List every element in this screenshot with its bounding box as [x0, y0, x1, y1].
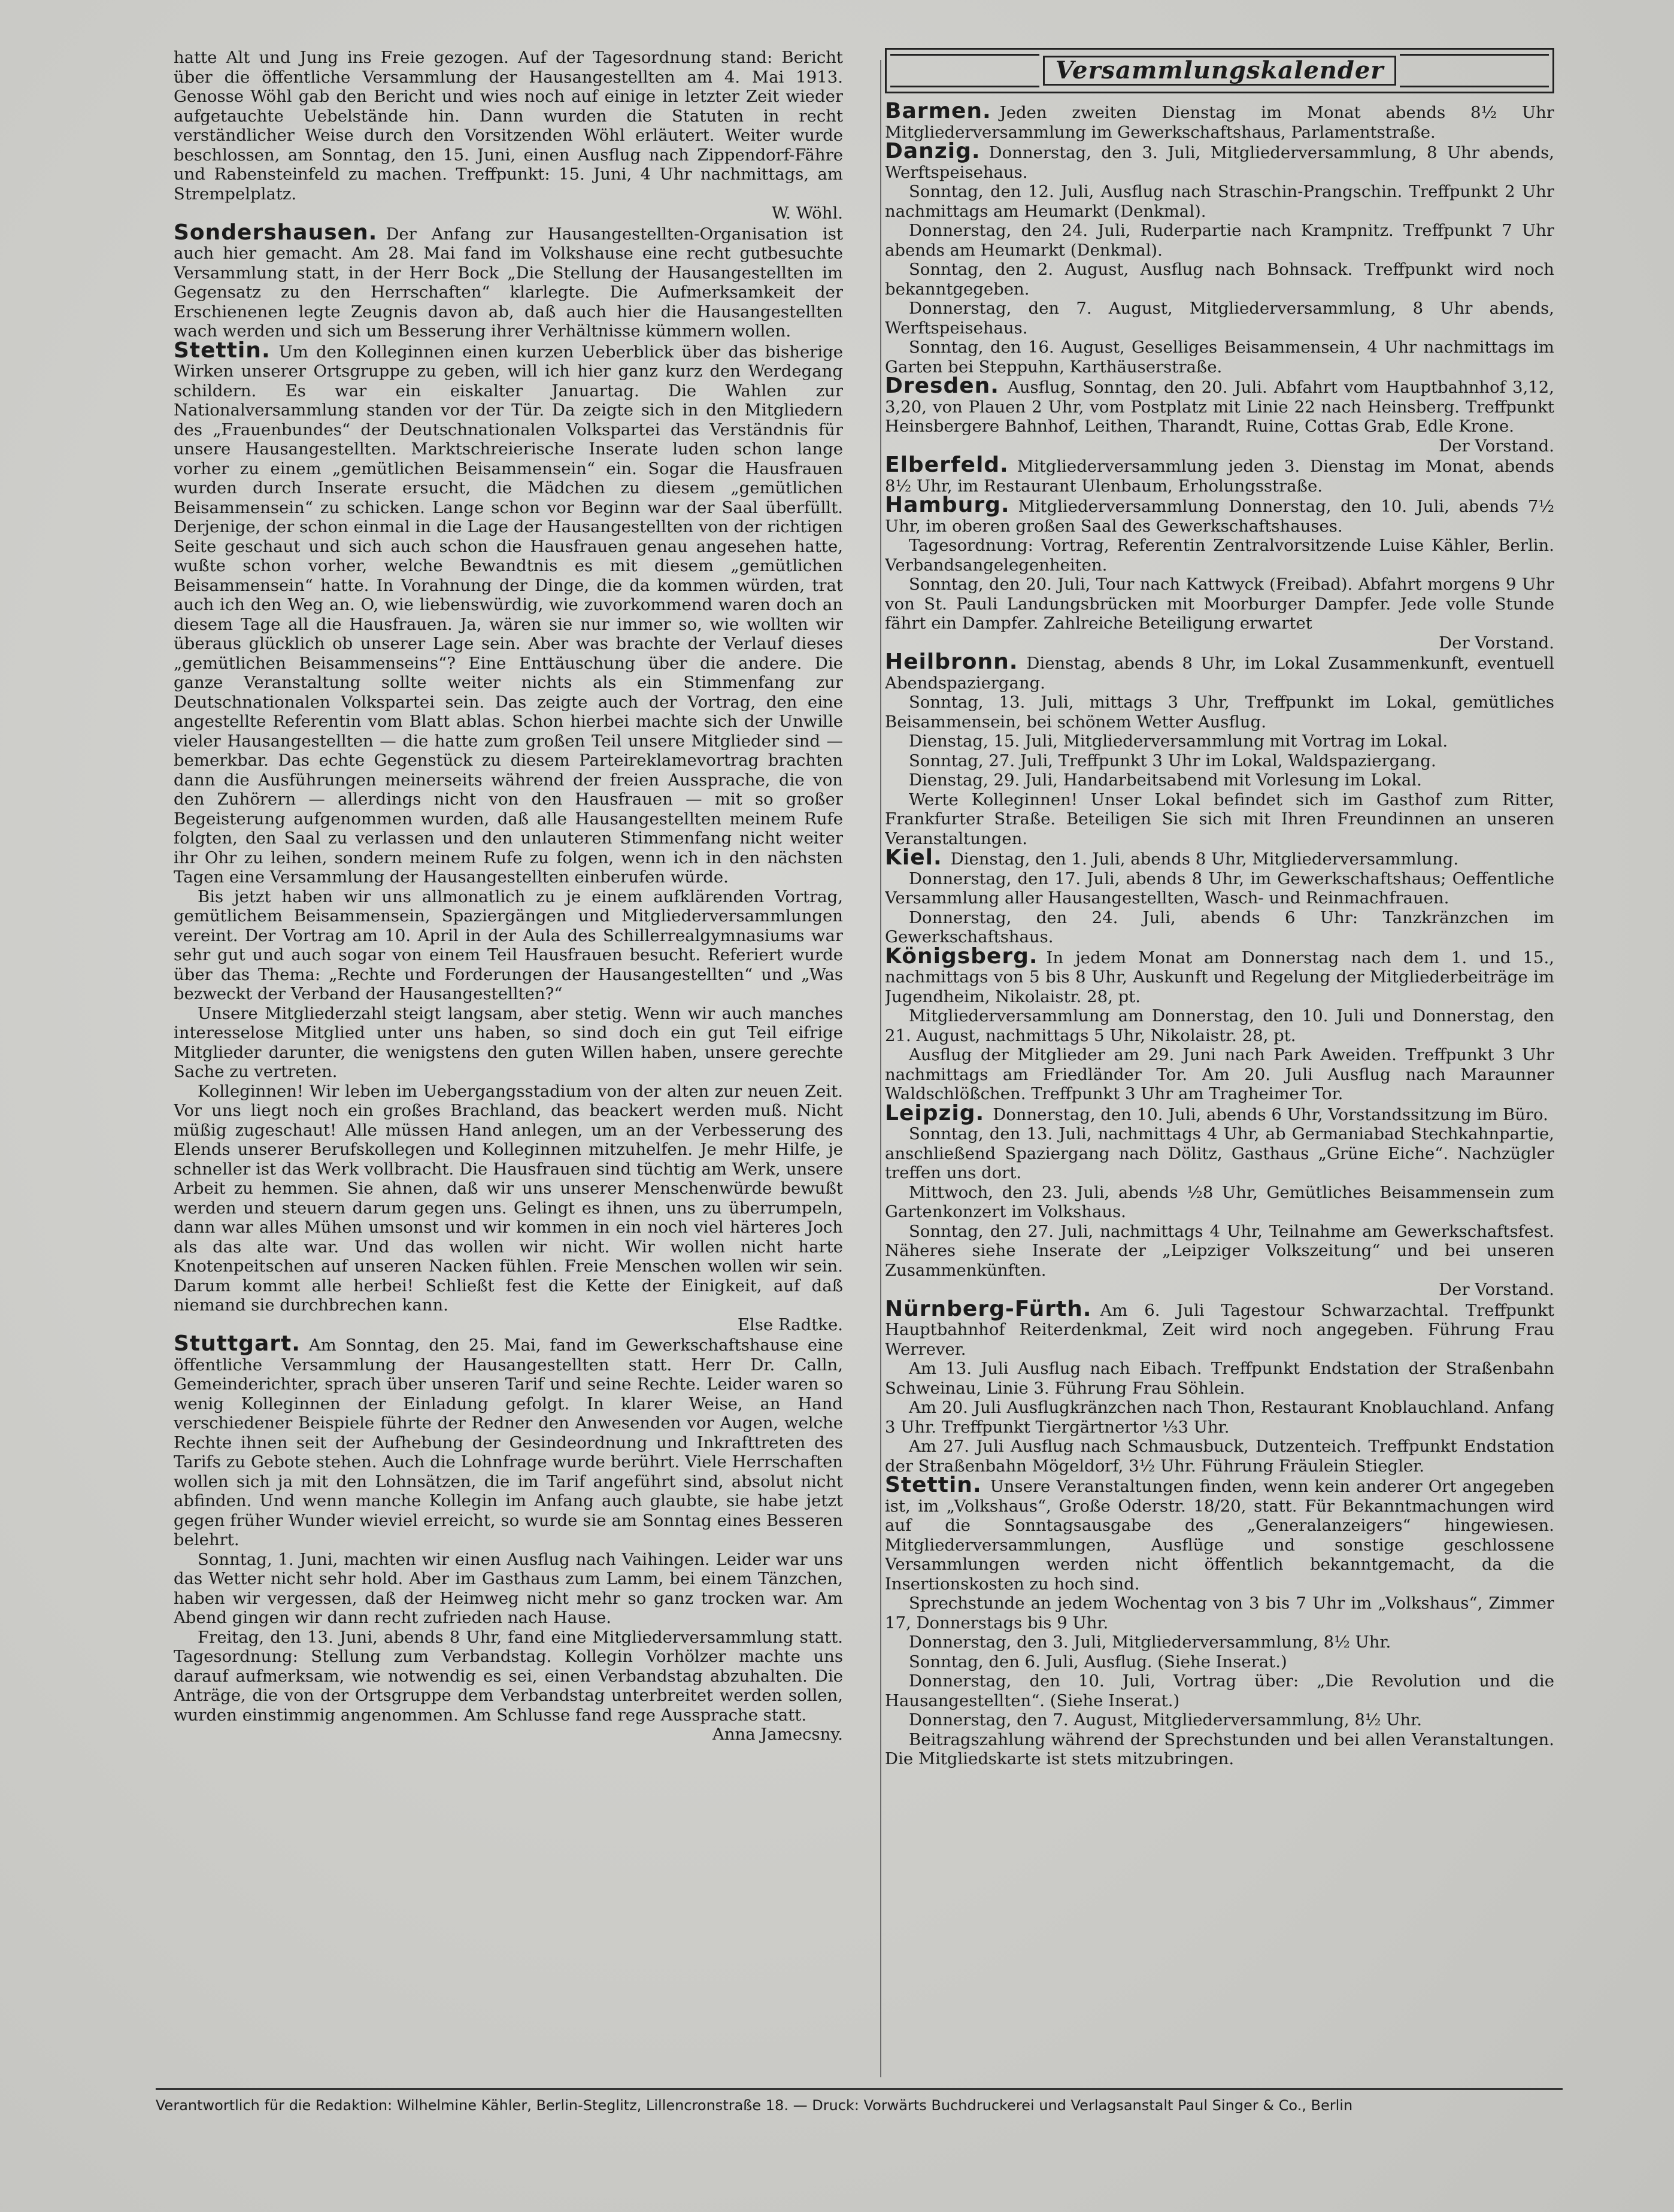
- location-heading: Elberfeld.: [885, 453, 1009, 477]
- paragraph: Werte Kolleginnen! Unser Lokal befindet sich im Gasthof zum Ritter, Frankfurter Straße. Beteiligen Sie sich mit Ihren Freundinnen an unseren Veranstaltungen.: [885, 790, 1554, 848]
- calendar-header: [885, 48, 1554, 93]
- signature: W. Wöhl.: [771, 204, 843, 223]
- entry-elberfeld: Elberfeld. Mitgliederversammlung jeden 3. Dienstag im Monat, abends 8½ Uhr, im Restaurant Ulenbaum, Erholungsstraße.: [885, 453, 1554, 496]
- paragraph: Donnerstag, den 7. August, Mitgliederversammlung, 8 Uhr abends, Werftspeisehaus.: [885, 299, 1554, 338]
- location-heading: Danzig.: [885, 139, 981, 163]
- entry-danzig: Danzig. Donnerstag, den 3. Juli, Mitgliederversammlung, 8 Uhr abends, Werftspeisehaus.: [885, 139, 1554, 182]
- paragraph: Donnerstag, den 24. Juli, Ruderpartie nach Krampnitz. Treffpunkt 7 Uhr abends am Heumarkt (Denkmal).: [885, 221, 1554, 260]
- entry-heilbronn: Heilbronn. Dienstag, abends 8 Uhr, im Lokal Zusammenkunft, eventuell Abendspaziergang.: [885, 650, 1554, 693]
- paragraph: Tagesordnung: Vortrag, Referentin Zentralvorsitzende Luise Kähler, Berlin. Verbandsangelegenheiten.: [885, 536, 1554, 575]
- paragraph: Ausflug der Mitglieder am 29. Juni nach Park Aweiden. Treffpunkt 3 Uhr nachmittags am Friedländer Tor. Am 20. Juli Ausflug nach Maraunner Waldschlößchen. Treffpunkt 3 Uhr am Tragheimer Tor.: [885, 1045, 1554, 1103]
- report-stuttgart: Stuttgart. Am Sonntag, den 25. Mai, fand im Gewerkschaftshause eine öffentliche Versammlung der Hausangestellten statt. Herr Dr. Calln, Gemeinderichter, sprach über unseren Tarif und seine Rechte. Leider waren so wenig Kolleginnen der Einladung gefolgt. In klarer Weise, an Hand verschiedener Beispiele führte der Redner den Anwesenden vor Augen, welche Rechte ihnen seit der Aufhebung der Gesindeordnung und Inkrafttreten des Tarifs zu Gebote stehen. Auch die Lohnfrage wurde berührt. Viele Herrschaften wollen sich ja mit den Lohnsätzen, die im Tarif angeführt sind, absolut nicht abfinden. Und wenn manche Kollegin im Anfang auch glaubte, sie habe jetzt gegen früher Wunder wieviel erreicht, so wurde sie am Sonntag eines Besseren belehrt.: [174, 1331, 843, 1549]
- report-sondershausen: Sondershausen. Der Anfang zur Hausangestellten-Organisation ist auch hier gemacht. Am 28. Mai fand im Volkshause eine recht gutbesuchte Versammlung statt, in der Herr Bock „Die Stellung der Hausangestellten im Gegensatz zu den Herrschaften“ klarlegte. Die Aufmerksamkeit der Erschienenen legte Zeugnis davon ab, daß auch hier die Hausangestellten wach werden und sich um Besserung ihrer Verhältnisse kümmern wollen.: [174, 220, 843, 341]
- location-heading: Hamburg.: [885, 493, 1010, 517]
- paragraph: Sonntag, den 6. Juli, Ausflug. (Siehe Inserat.): [909, 1652, 1287, 1671]
- signature: Else Radtke.: [737, 1315, 843, 1334]
- paragraph: Kolleginnen! Wir leben im Uebergangsstadium von der alten zur neuen Zeit. Vor uns liegt noch ein großes Brachland, das beackert werden muß. Nicht müßig zugeschaut! Alle müssen Hand anlegen, um an der Verbesserung des Elends unserer Berufskollegen und Kolleginnen mitzuhelfen. Je mehr Hilfe, je schneller ist das Werk vollbracht. Die Hausfrauen sind tüchtig am Werk, unsere Arbeit zu hemmen. Sie ahnen, daß wir uns unserer Menschenwürde bewußt werden und steuern darum gegen uns. Gelingt es ihnen, uns zu überrumpeln, dann war alles Mühen umsonst und wir kommen in ein noch viel härteres Joch als das alte war. Und das wollen wir nicht. Wir wollen nicht harte Knotenpeitschen auf unseren Nacken fühlen. Freie Menschen wollen wir sein. Darum kommt alle herbei! Schließt fest die Kette der Einigkeit, auf daß niemand sie durchbrechen kann.: [174, 1081, 843, 1315]
- location-heading: Sondershausen.: [174, 220, 378, 245]
- paragraph: Am 27. Juli Ausflug nach Schmausbuck, Dutzenteich. Treffpunkt Endstation der Straßenbahn Mögeldorf, 3½ Uhr. Führung Fräulein Stiegler.: [885, 1437, 1554, 1476]
- paragraph: Donnerstag, den 10. Juli, Vortrag über: „Die Revolution und die Hausangestellten“. (Siehe Inserat.): [885, 1671, 1554, 1710]
- entry-barmen: Barmen. Jeden zweiten Dienstag im Monat abends 8½ Uhr Mitgliederversammlung im Gewerkschaftshaus, Parlamentstraße.: [885, 99, 1554, 142]
- imprint-footer: Verantwortlich für die Redaktion: Wilhelmine Kähler, Berlin-Steglitz, Lillencronstraße 18. — Druck: Vorwärts Buchdruckerei und Verlagsanstalt Paul Singer & Co., Berlin: [156, 2088, 1563, 2114]
- location-heading: Stettin.: [885, 1473, 982, 1497]
- signature: Anna Jamecsny.: [712, 1725, 843, 1744]
- signature: Der Vorstand.: [1439, 436, 1554, 456]
- paragraph: Mittwoch, den 23. Juli, abends ½8 Uhr, Gemütliches Beisammensein zum Gartenkonzert im Volkshaus.: [885, 1182, 1554, 1221]
- paragraph: Sonntag, den 27. Juli, nachmittags 4 Uhr, Teilnahme am Gewerkschaftsfest. Näheres siehe Inserate der „Leipziger Volkszeitung“ und bei unseren Zusammenkünften.: [885, 1221, 1554, 1280]
- entry-nuernberg-fuerth: Nürnberg-Fürth. Am 6. Juli Tagestour Schwarzachtal. Treffpunkt Hauptbahnhof Reiterdenkmal, Zeit wird noch angegeben. Führung Frau Werrever.: [885, 1296, 1554, 1359]
- entry-stettin: Stettin. Unsere Veranstaltungen finden, wenn kein anderer Ort angegeben ist, im „Volkshaus“, Große Oderstr. 18/20, statt. Für Bekanntmachungen wird auf die Sonntagsausgabe des „Generalanzeigers“ hingewiesen. Mitgliederversammlungen, Ausflüge und sonstige geschlossene Versammlungen werden nicht öffentlich bekanntgemacht, da die Insertionskosten zu hoch sind.: [885, 1473, 1554, 1594]
- paragraph: Donnerstag, den 17. Juli, abends 8 Uhr, im Gewerkschaftshaus; Oeffentliche Versammlung aller Hausangestellten, Wasch- und Reinmachfrauen.: [885, 869, 1554, 908]
- paragraph: Sonntag, den 13. Juli, nachmittags 4 Uhr, ab Germaniabad Stechkahnpartie, anschließend Spaziergang nach Dölitz, Gasthaus „Grüne Eiche“. Nachzügler treffen uns dort.: [885, 1124, 1554, 1182]
- paragraph: Am 20. Juli Ausflugkränzchen nach Thon, Restaurant Knoblauchland. Anfang 3 Uhr. Treffpunkt Tiergärtnertor ⅓3 Uhr.: [885, 1398, 1554, 1437]
- paragraph: Sonntag, den 12. Juli, Ausflug nach Straschin-Prangschin. Treffpunkt 2 Uhr nachmittags am Heumarkt (Denkmal).: [885, 182, 1554, 221]
- paragraph: Sonntag, den 16. August, Geselliges Beisammensein, 4 Uhr nachmittags im Garten bei Steppuhn, Karthäuserstraße.: [885, 338, 1554, 377]
- location-heading: Heilbronn.: [885, 650, 1018, 674]
- location-heading: Barmen.: [885, 99, 991, 123]
- paragraph: Sonntag, 1. Juni, machten wir einen Ausflug nach Vaihingen. Leider war uns das Wetter nicht sehr hold. Aber im Gasthaus zum Lamm, bei einem Tänzchen, haben wir vergessen, daß der Heimweg nicht mehr so ganz trocken war. Am Abend gingen wir dann recht zufrieden nach Hause.: [174, 1549, 843, 1627]
- entry-leipzig: Leipzig. Donnerstag, den 10. Juli, abends 6 Uhr, Vorstandssitzung im Büro.: [885, 1100, 1548, 1125]
- right-column: [885, 48, 1554, 2065]
- paragraph: Dienstag, 15. Juli, Mitgliederversammlung mit Vortrag im Lokal.: [909, 732, 1448, 751]
- location-heading: Dresden.: [885, 374, 999, 398]
- entry-hamburg: Hamburg. Mitgliederversammlung Donnerstag, den 10. Juli, abends 7½ Uhr, im oberen großen Saal des Gewerkschaftshauses.: [885, 493, 1554, 536]
- paragraph: Bis jetzt haben wir uns allmonatlich zu je einem aufklärenden Vortrag, gemütlichem Beisammensein, Spaziergängen und Mitgliederversammlungen vereint. Der Vortrag am 10. April in der Aula des Schillerrealgymnasiums war sehr gut und auch sogar von einem Teil Hausfrauen besucht. Referiert wurde über das Thema: „Rechte und Forderungen der Hausangestellten“ und „Was bezweckt der Verband der Hausangestellten?“: [174, 887, 843, 1003]
- paragraph: Sonntag, den 2. August, Ausflug nach Bohnsack. Treffpunkt wird noch bekanntgegeben.: [885, 260, 1554, 299]
- location-heading: Stuttgart.: [174, 1331, 301, 1356]
- signature: Der Vorstand.: [1439, 1280, 1554, 1299]
- location-heading: Leipzig.: [885, 1100, 985, 1125]
- entry-kiel: Kiel. Dienstag, den 1. Juli, abends 8 Uhr, Mitgliederversammlung.: [885, 845, 1459, 870]
- entry-koenigsberg: Königsberg. In jedem Monat am Donnerstag nach dem 1. und 15., nachmittags von 5 bis 8 Uhr, Auskunft und Regelung der Mitgliederbeiträge im Jugendheim, Nikolaistr. 28, pt.: [885, 943, 1554, 1006]
- entry-dresden: Dresden. Ausflug, Sonntag, den 20. Juli. Abfahrt vom Hauptbahnhof 3,12, 3,20, von Plauen 2 Uhr, vom Postplatz mit Linie 22 nach Heinsberg. Treffpunkt Heinsbergere Bahnhof, Leithen, Tharandt, Ruine, Cottas Grab, Edle Krone.: [885, 374, 1554, 436]
- column-divider: [880, 60, 881, 2077]
- left-column: [174, 48, 843, 2065]
- paragraph: Sonntag, 13. Juli, mittags 3 Uhr, Treffpunkt im Lokal, gemütliches Beisammensein, bei schönem Wetter Ausflug.: [885, 693, 1554, 732]
- paragraph: Freitag, den 13. Juni, abends 8 Uhr, fand eine Mitgliederversammlung statt. Tagesordnung: Stellung zum Verbandstag. Kollegin Vorhölzer machte uns darauf aufmerksam, wie notwendig es sei, einen Verbandstag abzuhalten. Die Anträge, die von der Ortsgruppe dem Verbandstag unterbreitet werden sollen, wurden einstimmig angenommen. Am Schlusse fand rege Aussprache statt.: [174, 1627, 843, 1725]
- location-heading: Nürnberg-Fürth.: [885, 1296, 1092, 1321]
- paragraph: Dienstag, 29. Juli, Handarbeitsabend mit Vorlesung im Lokal.: [909, 770, 1422, 790]
- paragraph: hatte Alt und Jung ins Freie gezogen. Auf der Tagesordnung stand: Bericht über die öffentliche Versammlung der Hausangestellten am 4. Mai 1913. Genosse Wöhl gab den Bericht und wies noch auf einige in letzter Zeit wieder aufgetauchte Uebelstände hin. Dann wurden die Statuten in recht verständlicher Weise durch den Vorsitzenden Wöhl erläutert. Weiter wurde beschlossen, am Sonntag, den 15. Juni, einen Ausflug nach Zippendorf-Fähre und Rabensteinfeld zu machen. Treffpunkt: 15. Juni, 4 Uhr nachmittags, am Strempelplatz.: [174, 48, 843, 204]
- location-heading: Stettin.: [174, 338, 271, 363]
- header-rule: [1400, 54, 1549, 87]
- paragraph: Donnerstag, den 24. Juli, abends 6 Uhr: Tanzkränzchen im Gewerkschaftshaus.: [885, 908, 1554, 946]
- paragraph: Beitragszahlung während der Sprechstunden und bei allen Veranstaltungen. Die Mitgliedskarte ist stets mitzubringen.: [885, 1729, 1554, 1768]
- report-stettin: Stettin. Um den Kolleginnen einen kurzen Ueberblick über das bisherige Wirken unserer Ortsgruppe zu geben, will ich hier ganz kurz den Werdegang schildern. Es war ein eiskalter Januartag. Die Wahlen zur Nationalversammlung standen vor der Tür. Da zeigte sich in den Mitgliedern des „Frauenbundes“ der Deutschnationalen Volkspartei das Verständnis für unsere Hausangestellten. Marktschreierische Inserate luden schon lange vorher zu einem „gemütlichen Beisammensein“ ein. Sogar die Hausfrauen wurden durch Inserate ersucht, die Mädchen zu diesem „gemütlichen Beisammensein“ zu schicken. Lange schon vor Beginn war der Saal überfüllt. Derjenige, der schon einmal in die Lage der Hausangestellten von der richtigen Seite geschaut und sich auch schon die Hausfrauen genau angesehen hatte, wußte schon vorher, welche Bewandtnis es mit diesem „gemütlichen Beisammensein“ hatte. In Vorahnung der Dinge, die da kommen würden, trat auch ich den Weg an. O, wie liebenswürdig, wie zuvorkommend waren doch an diesem Tage all die Hausfrauen. Ja, wären sie nur immer so, wie wollten wir überaus glücklich ob unserer Lage sein. Aber was brachte der Verlauf dieses „gemütlichen Beisammenseins“? Eine Enttäuschung über die andere. Die ganze Veranstaltung sollte weiter nichts als ein Stimmenfang zur Deutschnationalen Volkspartei sein. Das zeigte auch der Vortrag, den eine angestellte Referentin vom Blatt ablas. Schon hierbei machte sich der Unwille vieler Hausangestellten — die hatte zum großen Teil unsere Mitglieder sind — bemerkbar. Das echte Gegenstück zu diesem Parteireklamevortrag brachten dann die Ausführungen meinerseits während der freien Aussprache, die von den Zuhörern — allerdings nicht von den Hausfrauen — mit so großer Begeisterung aufgenommen wurden, daß alle Hausangestellten meinem Rufe folgten, den Saal zu verlassen und den unlauteren Stimmenfang nicht weiter ihr Ohr zu leihen, sondern meinem Rufe zu folgen, wenn ich in den nächsten Tagen eine Versammlung der Hausangestellten einberufen würde.: [174, 338, 843, 887]
- paragraph: Am 13. Juli Ausflug nach Eibach. Treffpunkt Endstation der Straßenbahn Schweinau, Linie 3. Führung Frau Söhlein.: [885, 1359, 1554, 1398]
- paragraph: Sprechstunde an jedem Wochentag von 3 bis 7 Uhr im „Volkshaus“, Zimmer 17, Donnerstags bis 9 Uhr.: [885, 1594, 1554, 1633]
- location-heading: Königsberg.: [885, 943, 1038, 969]
- calendar-title: Versammlungskalender: [1043, 56, 1397, 86]
- paragraph: Sonntag, 27. Juli, Treffpunkt 3 Uhr im Lokal, Waldspaziergang.: [909, 751, 1436, 770]
- header-rule: [890, 54, 1039, 87]
- paragraph: Donnerstag, den 7. August, Mitgliederversammlung, 8½ Uhr.: [909, 1710, 1422, 1729]
- paragraph: Unsere Mitgliederzahl steigt langsam, aber stetig. Wenn wir auch manches interesselose Mitglied unter uns haben, so sind doch ein gut Teil eifrige Mitglieder darunter, die wenigstens den guten Willen haben, unsere gerechte Sache zu vertreten.: [174, 1003, 843, 1081]
- paragraph: Mitgliederversammlung am Donnerstag, den 10. Juli und Donnerstag, den 21. August, nachmittags 5 Uhr, Nikolaistr. 28, pt.: [885, 1006, 1554, 1045]
- location-heading: Kiel.: [885, 845, 942, 870]
- paragraph: Sonntag, den 20. Juli, Tour nach Kattwyck (Freibad). Abfahrt morgens 9 Uhr von St. Pauli Landungsbrücken mit Moorburger Dampfer. Jede volle Stunde fährt ein Dampfer. Zahlreiche Beteiligung erwartet: [885, 575, 1554, 633]
- signature: Der Vorstand.: [1439, 633, 1554, 653]
- paragraph: Donnerstag, den 3. Juli, Mitgliederversammlung, 8½ Uhr.: [909, 1633, 1391, 1652]
